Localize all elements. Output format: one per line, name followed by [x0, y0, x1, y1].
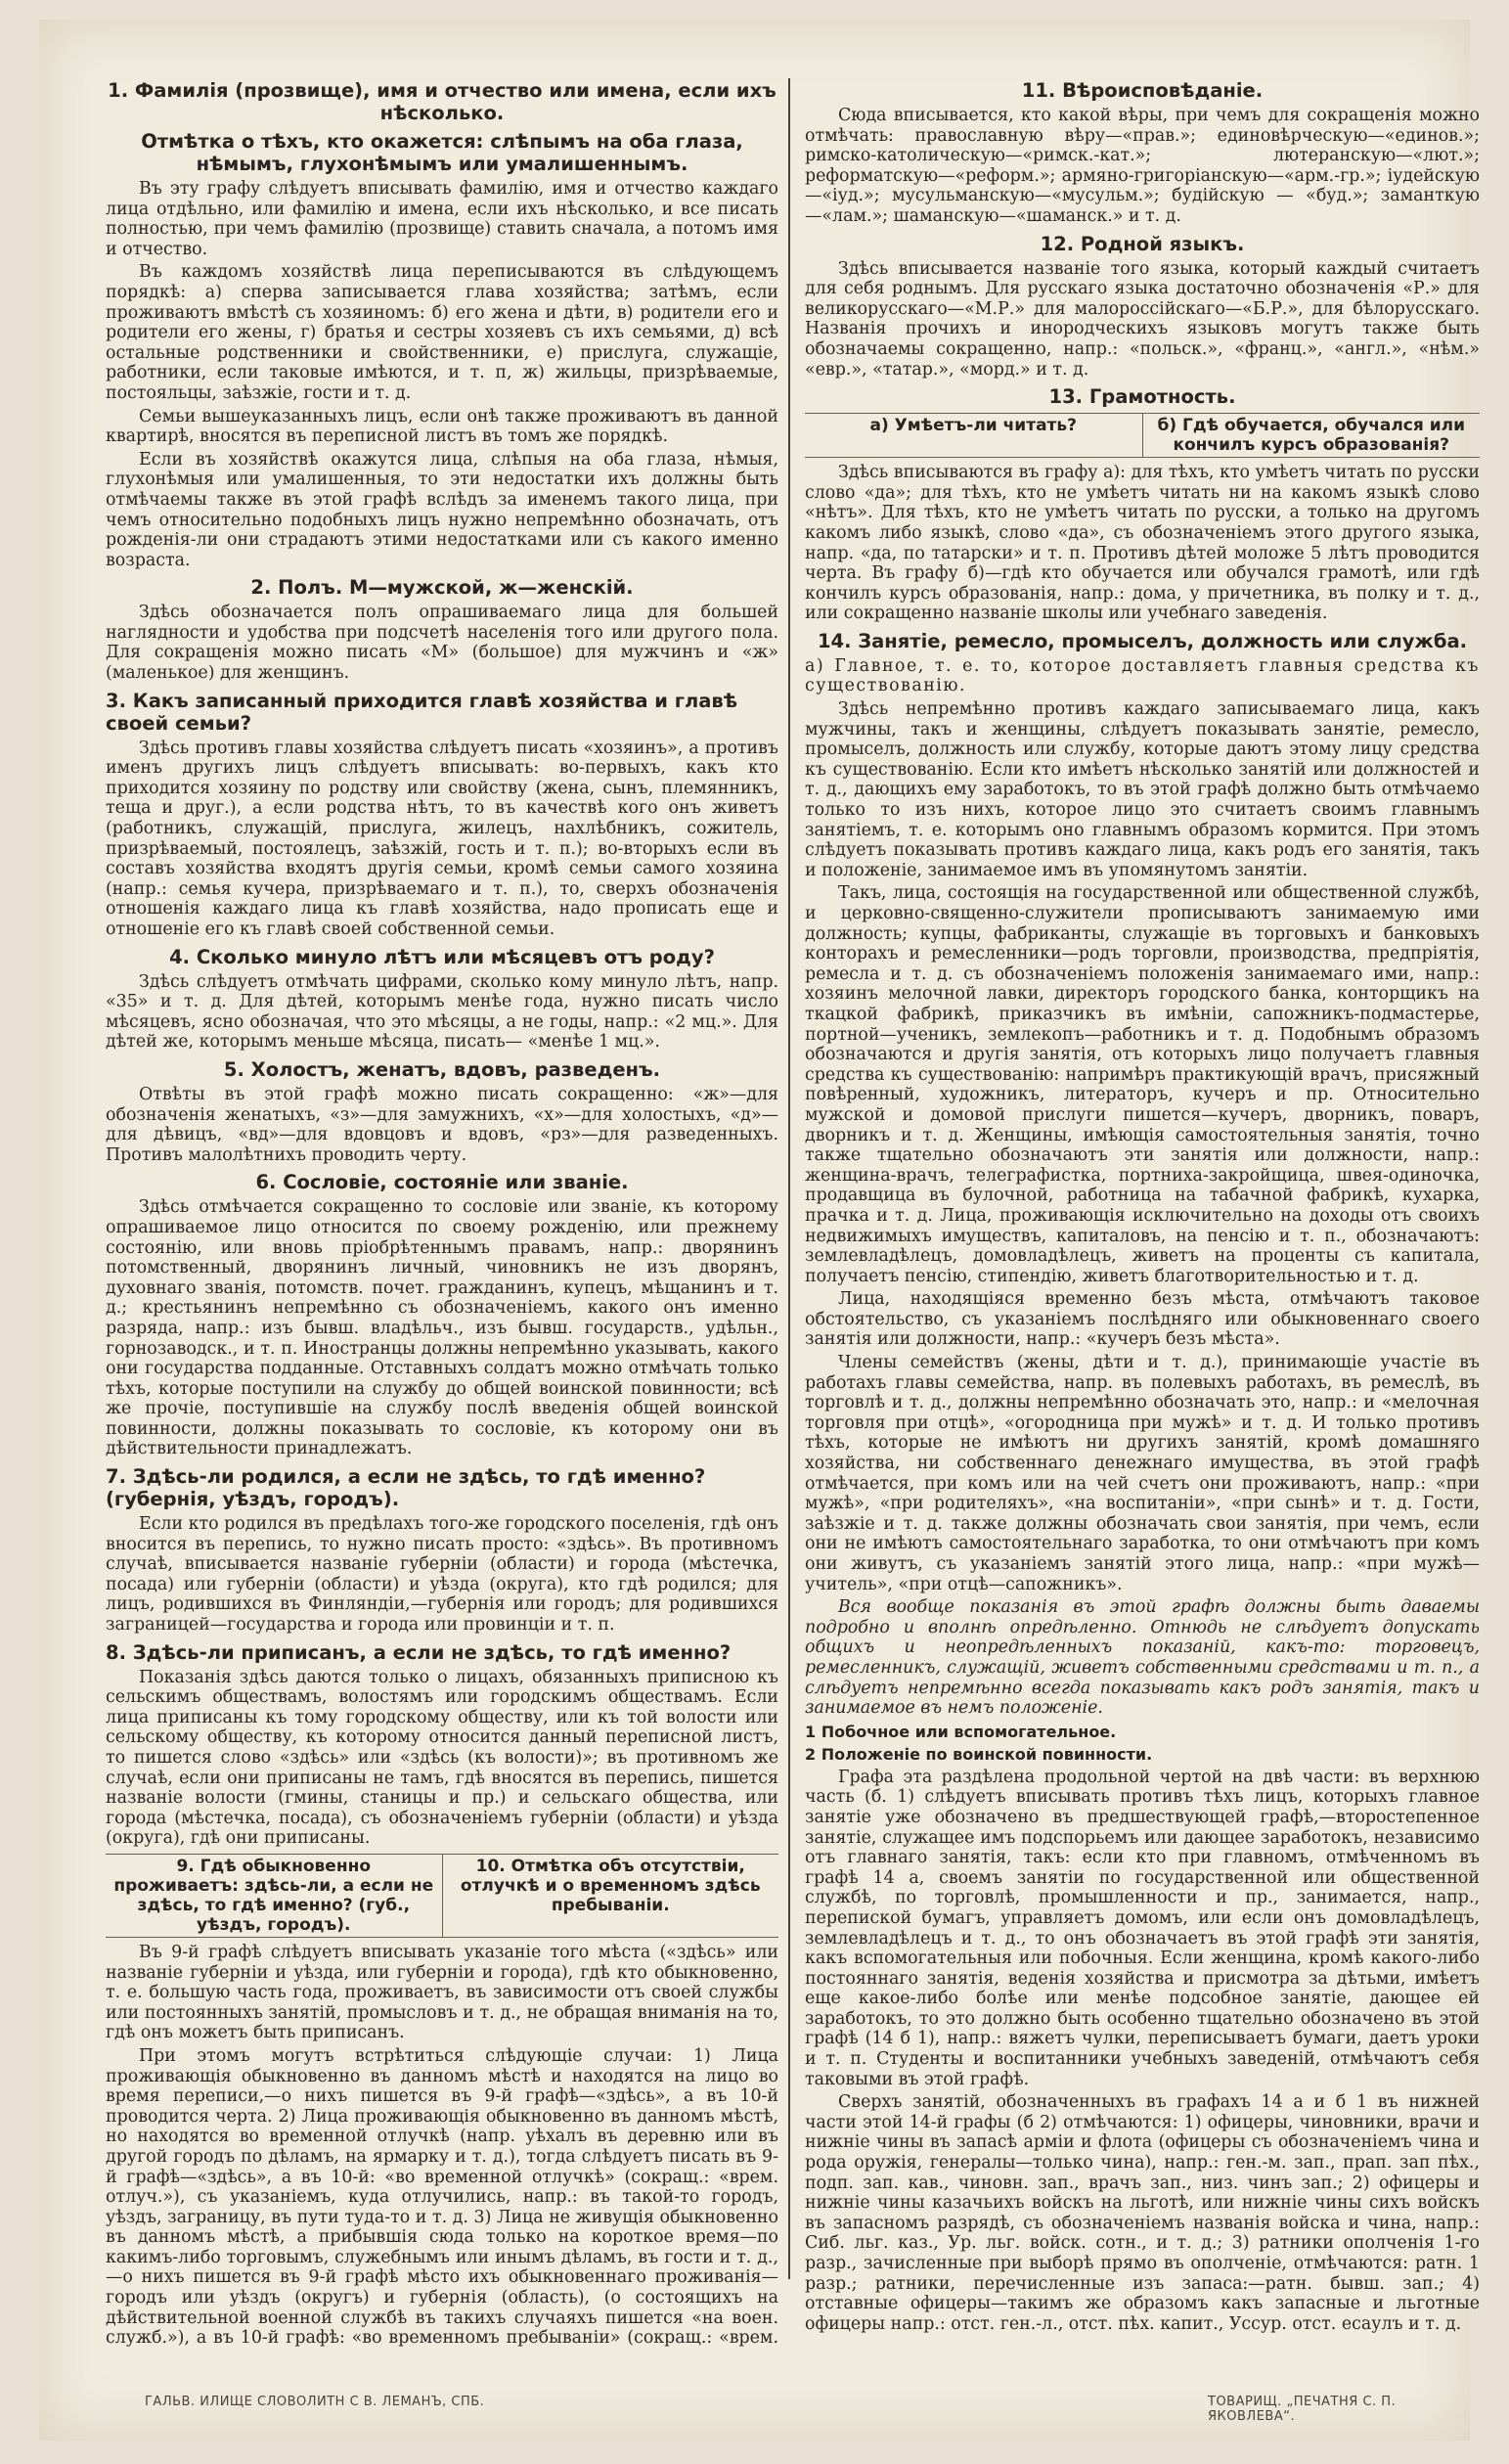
section-3-title: 3. Какъ записанный приходится главѣ хозяйства и главѣ своей семьи? — [106, 689, 738, 735]
section-14b2-label: 2 Положеніе по воинской повинности. — [805, 1744, 1153, 1764]
section-7-title: 7. Здѣсь-ли родился, а если не здѣсь, то гдѣ именно? (губернія, уѣздъ, городъ). — [106, 1465, 706, 1511]
paragraph: Члены семействъ (жены, дѣти и т. д.), принимающіе участіе въ работахъ главы семейства, напр. въ полевыхъ работахъ, въ ремеслѣ, въ торговлѣ и т. д., должны непремѣнно обозначать это, напр.: и «мелочная торговля при отцѣ», «огородница при мужѣ» и т. д. И только противъ тѣхъ, которые не имѣютъ ни другихъ занятій, кромѣ домашняго хозяйства, ни собственнаго денежнаго имущества, въ этой графѣ отмѣчается, при комъ или на чей счетъ они проживаютъ, напр.: «при мужѣ», «при родителяхъ», «на воспитаніи», «при сынѣ» и т. д. Гости, заѣзжіе и т. д. также должны обозначать свои занятія, при чемъ, если они не имѣютъ самостоятельнаго заработка, то они отмѣчаютъ при комъ они живутъ, съ указаніемъ занятій этого лица, напр.: «при мужѣ—учитель», «при отцѣ—сапожникъ». — [805, 1353, 1480, 1594]
paragraph: Здѣсь слѣдуетъ отмѣчать цифрами, сколько кому минуло лѣтъ, напр. «35» и т. д. Для дѣтей, которымъ менѣе года, нужно писать число мѣсяцевъ, ясно обозначая, что это мѣсяцы, а не годы, напр.: «2 мц.». Для дѣтей же, которымъ меньше мѣсяца, писать— «менѣе 1 мц.». — [106, 971, 778, 1053]
paragraph: Въ 9-й графѣ слѣдуетъ вписывать указаніе того мѣста («здѣсь» или названіе губерніи и уѣзда, или губерніи и города), гдѣ кто обыкновенно, т. е. большую часть года, проживаетъ, въ зависимости отъ своей службы или постоянныхъ занятій, промысловъ и т. д., не обращая вниманія на то, гдѣ онъ можетъ быть приписанъ. — [106, 1942, 778, 2043]
paragraph: При этомъ могутъ встрѣтиться слѣдующіе случаи: 1) Лица проживающія обыкновенно въ данномъ мѣстѣ и находятся на лицо во время переписи,—о нихъ пишется въ 9-й графѣ—«здѣсь», а въ 10-й проводится черта. 2) Лица проживающія обыкновенно въ данномъ мѣстѣ, но находятся во временной отлучкѣ (напр. уѣхалъ въ деревню или въ другой городъ по дѣламъ, на ярмарку и т. д.), тогда слѣдуетъ писать въ 9-й графѣ—«здѣсь», а въ 10-й: «во временной отлучкѣ» (сокращ.: «врем. отлуч.»), съ указаніемъ, куда отлучились, напр.: въ такой-то городъ, уѣздъ, заграницу, въ пути туда-то и т. д. 3) Лица не живущія обыкновенно въ данномъ мѣстѣ, а прибывшія сюда только на короткое время—по какимъ-либо торговымъ, служебнымъ или инымъ дѣламъ, въ гости и т. д.,—о нихъ пишется въ 9-й графѣ мѣсто ихъ обыкновеннаго проживанія—городъ или уѣздъ (округъ) и губернія (область), (о состоящихъ на дѣйствительной военной службѣ въ такихъ случаяхъ пишется «на воен. служб.»), а въ 10-й графѣ: «во временномъ пребываніи» (сокращ.: «врем. — [106, 2045, 778, 2348]
paragraph: Здѣсь противъ главы хозяйства слѣдуетъ писать «хозяинъ», а противъ именъ другихъ лицъ слѣдуетъ вписывать: во-первыхъ, какъ кто приходится хозяину по родству или свойству (жена, сынъ, племянникъ, теща и друг.), а если родства нѣтъ, то въ качествѣ кого онъ живетъ (работникъ, служащій, прислуга, жилецъ, нахлѣбникъ, сожитель, призрѣваемый, постоялецъ, заѣзжій, гость и т. п.); во-вторыхъ если въ составъ хозяйства входятъ другія семьи, кромѣ семьи самого хозяина (напр.: семья кучера, призрѣваемаго и т. п.), то, сверхъ обозначенія отношенія каждаго лица къ главѣ хозяйства, надо прописать еще и отношеніе его къ главѣ своей собственной семьи. — [106, 738, 778, 939]
paragraph: Здѣсь непремѣнно противъ каждаго записываемаго лица, какъ мужчины, такъ и женщины, слѣдуетъ показывать занятіе, ремесло, промыселъ, должность или службу, которые даютъ этому лицу средства къ существованію. Если кто имѣетъ нѣсколько занятій или должностей и т. д., дающихъ ему заработокъ, то въ этой графѣ должно быть отмѣчаемо только то изъ нихъ, которое лицо это считаетъ своимъ главнымъ занятіемъ, т. е. которымъ оно главнымъ образомъ кормится. При этомъ слѣдуетъ показывать противъ каждаго лица, какъ родъ его занятія, такъ и положеніе, занимаемое имъ въ упомянутомъ занятіи. — [805, 699, 1480, 880]
sections-9-10-header — [106, 1854, 778, 1938]
section-12-title: 12. Родной языкъ. — [1040, 232, 1245, 255]
section-13-title: 13. Грамотность. — [1048, 385, 1236, 409]
paragraph: Лица, находящіяся временно безъ мѣста, отмѣчаютъ таковое обстоятельство, съ указаніемъ послѣдняго или обыкновеннаго своего занятія или должности, напр.: «кучеръ безъ мѣста». — [805, 1289, 1480, 1350]
paragraph: Графа эта раздѣлена продольной чертой на двѣ части: въ верхнюю часть (б. 1) слѣдуетъ вписывать противъ тѣхъ лицъ, которыхъ главное занятіе уже обозначено въ предшествующей графѣ,—второстепенное занятіе, служащее имъ подспорьемъ или дающее заработокъ, независимо отъ главнаго занятія, такъ: если кто при главномъ, отмѣченномъ въ графѣ 14 а, своемъ занятіи по государственной или общественной службѣ, по торговлѣ, промышленности и пр., занимается, напр., перепиской бумагъ, управляетъ домомъ, или если онъ домовладѣлецъ, землевладѣлецъ и т. д., то онъ обозначаетъ въ этой графѣ эти занятія, какъ вспомогательныя или побочныя. Если женщина, кромѣ какого-либо постояннаго занятія, веденія хозяйства и присмотра за дѣтьми, имѣетъ еще какое-либо болѣе или менѣе подсобное занятіе, дающее ей заработокъ, то это должно быть особенно тщательно обозначено въ этой графѣ (14 б 1), напр.: вяжетъ чулки, переписываетъ бумаги, даетъ уроки и т. п. Студенты и воспитанники учебныхъ заведеній, отмѣчаютъ себя таковыми въ этой графѣ. — [805, 1767, 1480, 2089]
right-column — [805, 73, 1480, 2348]
section-2-title: 2. Полъ. М—мужской, ж—женскій. — [250, 576, 634, 600]
paragraph: Сверхъ занятій, обозначенныхъ въ графахъ 14 а и б 1 въ нижней части этой 14-й графы (б 2) отмѣчаются: 1) офицеры, чиновники, врачи и нижніе чины въ запасѣ арміи и флота (офицеры съ обозначеніемъ чина и рода оружія, генералы—только чина), напр.: ген.-м. зап., прап. зап пѣх., подп. зап. кав., чиновн. зап., врачъ зап., низ. чинъ зап.; 2) офицеры и нижніе чины казачьихъ войскъ на льготѣ, или нижніе чины сихъ войскъ въ запасномъ разрядѣ, съ обозначеніемъ названія войска и чина, напр.: Сиб. льг. каз., Ур. льг. войск. сотн., и т. д.; 3) ратники ополченія 1-го разр., зачисленные при выборѣ прямо въ ополченіе, отмѣчаются: ратн. 1 разр.; ратники, перечисленные изъ запаса:—ратн. бывш. зап.; 4) отставные офицеры—такимъ же образомъ какъ запасные и льготные офицеры напр.: отст. ген.-л., отст. пѣх. капит., Уссур. отст. есаулъ и т. д. — [805, 2092, 1480, 2334]
section-11-title: 11. Вѣроисповѣданіе. — [1021, 79, 1264, 102]
paragraph: Если кто родился въ предѣлахъ того-же городского поселенія, гдѣ онъ вносится въ перепись, то нужно писать просто: «здѣсь». Въ противномъ случаѣ, вписывается названіе губерніи (области) и города (мѣстечка, посада) или губерніи (области) и уѣзда (округа), кто гдѣ родился; для лицъ, родившихся въ Финляндіи,—губернія или городъ; для родившихся заграницей—государства и города или провинціи и т. п. — [106, 1514, 778, 1635]
section-14b1-label: 1 Побочное или вспомогательное. — [805, 1722, 1117, 1741]
paragraph: Здѣсь отмѣчается сокращенно то сословіе или званіе, къ которому опрашиваемое лицо относится по своему рожденію, или прежнему состоянію, или вновь пріобрѣтеннымъ правамъ, напр.: дворянинъ потомственный, дворянинъ личный, чиновникъ не изъ дворянъ, духовнаго званія, потомств. почет. гражданинъ, купецъ, мѣщанинъ и т. д.; крестьянинъ непремѣнно съ обозначеніемъ, какого онъ именно разряда, напр.: изъ бывш. владѣльч., изъ бывш. государств., удѣльн., горнозаводск., и т. п. Иностранцы должны непремѣнно указывать, какого они государства подданные. Отставныхъ солдатъ можно отмѣчать только тѣхъ, которые поступили на службу до общей воинской повинности; всѣ же прочіе, поступившіе на службу послѣ введенія общей воинской повинности, должны показывать то сословіе, къ которому они въ дѣйствительности принадлежатъ. — [106, 1197, 778, 1459]
section-5-title: 5. Холостъ, женатъ, вдовъ, разведенъ. — [223, 1057, 661, 1081]
section-13-columns — [805, 413, 1480, 458]
section-9-title: 9. Гдѣ обыкновенно проживаетъ: здѣсь-ли, а если не здѣсь, то гдѣ именно? (губ., уѣздъ, городъ). — [113, 1856, 434, 1935]
section-14-title: 14. Занятіе, ремесло, промыселъ, должность или служба. — [817, 629, 1468, 652]
column-divider — [788, 78, 790, 2279]
section-4-title: 4. Сколько минуло лѣтъ или мѣсяцевъ отъ роду? — [169, 945, 715, 968]
section-13a-title: а) Умѣетъ-ли читать? — [869, 416, 1078, 436]
section-1-subtitle: Отмѣтка о тѣхъ, кто окажется: слѣпымъ на оба глаза, нѣмымъ, глухонѣмымъ или умалишеннымъ. — [141, 130, 743, 175]
section-1-title: 1. Фамилія (прозвище), имя и отчество или имена, если ихъ нѣсколько. — [108, 79, 777, 124]
left-column — [106, 73, 778, 2348]
paragraph: Такъ, лица, состоящія на государственной или общественной службѣ, и церковно-священно-служители прописываютъ занимаемую ими должность; купцы, фабриканты, служащіе въ торговыхъ и банковыхъ конторахъ и ремесленники—родъ торговли, производства, предпріятія, ремесла и т. д. съ обозначеніемъ положенія занимаемаго ими, напр.: хозяинъ мелочной лавки, директоръ городского банка, конторщикъ на ткацкой фабрикѣ, приказчикъ въ имѣніи, сапожникъ-подмастерье, портной—ученикъ, землекопъ—работникъ и т. д. Подобнымъ образомъ обозначаются и другія занятія, отъ которыхъ лицо получаетъ главныя средства къ существованію: напримѣръ практикующій врачъ, присяжный повѣренный, художникъ, литераторъ, кучеръ и пр. Относительно мужской и домовой прислуги пишется—кучеръ, дворникъ, поваръ, дворникъ и т. д. Женщины, имѣющія самостоятельныя занятія, точно также тщательно обозначаютъ эти занятія или должности, напр.: женщина-врачъ, телеграфистка, портниха-закройщица, швея-одиночка, продавщица въ булочной, работница на табачной фабрикѣ, кухарка, прачка и т. д. Лица, проживающія исключительно на доходы отъ своихъ недвижимыхъ имуществъ, капиталовъ, на пенсію и т. п., обозначаютъ: землевладѣлецъ, домовладѣлецъ, живетъ на проценты съ капитала, получаетъ пенсію, стипендію, живетъ благотворительностью и т. д. — [805, 883, 1480, 1286]
section-8-title: 8. Здѣсь-ли приписанъ, а если не здѣсь, то гдѣ именно? — [106, 1640, 732, 1664]
paragraph: Показанія здѣсь даются только о лицахъ, обязанныхъ приписною къ сельскимъ обществамъ, волостямъ или городскимъ обществамъ. Если лица приписаны къ тому городскому обществу, или къ той волости или сельскому обществу, къ которому относится данный переписной листъ, то пишется слово «здѣсь» или «здѣсь (къ волости)»; въ противномъ же случаѣ, если они приписаны не тамъ, гдѣ вносятся въ перепись, пишется названіе волости (гмины, станицы и пр.) и сельскаго общества, или города (мѣстечка, посада), съ обозначеніемъ губерніи (области) и уѣзда (округа), гдѣ они приписаны. — [106, 1667, 778, 1849]
paragraph: Если въ хозяйствѣ окажутся лица, слѣпыя на оба глаза, нѣмыя, глухонѣмыя или умалишенныя, то эти недостатки ихъ должны быть отмѣчаемы также въ этой графѣ вслѣдъ за именемъ такого лица, при чемъ относительно подобныхъ лицъ нужно непремѣнно обозначать, отъ рожденія-ли они страдаютъ этими недостатками или съ какого именно возраста. — [106, 449, 778, 570]
paragraph: Въ эту графу слѣдуетъ вписывать фамилію, имя и отчество каждаго лица отдѣльно, или фамилію и имена, если ихъ нѣсколько, и все писать полностью, при чемъ фамилію (прозвище) ставить сначала, а потомъ имя и отчество. — [106, 179, 778, 259]
printer-imprint-right: ТОВАРИЩ. „ПЕЧАТНЯ С. П. ЯКОВЛЕВА“. — [1208, 2395, 1397, 2424]
printer-imprint-left: ГАЛЬВ. ИЛИЩЕ СЛОВОЛИТН С В. ЛЕМАНЪ, СПБ. — [145, 2395, 485, 2409]
paragraph: Сюда вписывается, кто какой вѣры, при чемъ для сокращенія можно отмѣчать: православную вѣру—«прав.»; единовѣрческую—«единов.»; римско-католическую—«римск.-кат.»; лютеранскую—«лют.»; реформатскую—«реформ.»; армяно-григоріанскую—«арм.-гр.»; іудейскую—«іуд.»; мусульманскую—«мусульм.»; будійскую — «буд.»; заманткую—«лам.»; шаманскую—«шаманск.» и т. д. — [805, 106, 1480, 226]
document-page — [39, 20, 1480, 2441]
paragraph: Семьи вышеуказанныхъ лицъ, если онѣ также проживаютъ въ данной квартирѣ, вносятся въ переписной листъ въ томъ же порядкѣ. — [106, 406, 778, 447]
paragraph: Здѣсь обозначается полъ опрашиваемаго лица для большей наглядности и удобства при подсчетѣ населенія того или другого пола. Для сокращенія можно писать «М» (большое) для мужчинъ и «ж» (маленькое) для женщинъ. — [106, 603, 778, 684]
paragraph: Здѣсь вписываются въ графу а): для тѣхъ, кто умѣетъ читать по русски слово «да»; для тѣхъ, кто не умѣетъ читать ни на какомъ языкѣ слово «нѣтъ». Для тѣхъ, кто не умѣетъ читать по русски, а только на другомъ какомъ либо языкѣ, слово «да», съ обозначеніемъ этого другого языка, напр. «да, по татарски» и т. п. Противъ дѣтей моложе 5 лѣтъ проводится черта. Въ графу б)—гдѣ кто обучается или обучался грамотѣ, или гдѣ кончилъ курсъ образованія, напр.: дома, у причетника, въ полку и т. д., или сокращенно названіе школы или учебнаго заведенія. — [805, 463, 1480, 624]
paragraph: Отвѣты въ этой графѣ можно писать сокращенно: «ж»—для обозначенія женатыхъ, «з»—для замужнихъ, «х»—для холостыхъ, «д»—для дѣвицъ, «вд»—для вдовцовъ и вдовъ, «рз»—для разведенныхъ. Противъ малолѣтнихъ проводить черту. — [106, 1084, 778, 1165]
section-6-title: 6. Сословіе, состояніе или званіе. — [255, 1171, 629, 1194]
section-14-subtitle: а) Главное, т. е. то, которое доставляетъ главныя средства къ существованію. — [805, 655, 1480, 696]
paragraph: Въ каждомъ хозяйствѣ лица переписываются въ слѣдующемъ порядкѣ: а) сперва записывается глава хозяйства; затѣмъ, если проживаютъ вмѣстѣ съ хозяиномъ: б) его жена и дѣти, в) родители его и родители его жены, г) братья и сестры хозяевъ съ ихъ семьями, д) всѣ остальные родственники и свойственники, е) прислуга, служащіе, работники, если таковые имѣются, и т. п, ж) жильцы, призрѣваемые, постояльцы, заѣзжіе, гости и т. д. — [106, 262, 778, 403]
section-13b-title: б) Гдѣ обучается, обучался или кончилъ курсъ образованія? — [1142, 414, 1481, 457]
section-10-title: 10. Отмѣтка объ отсутствіи, отлучкѣ и о временномъ здѣсь пребываніи. — [442, 1855, 779, 1937]
paragraph: Вся вообще показанія въ этой графѣ должны быть даваемы подробно и вполнѣ опредѣленно. Отнюдь не слѣдуетъ допускать общихъ и неопредѣленныхъ показаній, какъ-то: торговецъ, ремесленникъ, служащій, живетъ собственными средствами и т. п., а слѣдуетъ непремѣнно всегда показывать какъ родъ занятія, такъ и занимаемое въ немъ положеніе. — [805, 1597, 1480, 1719]
paragraph: Здѣсь вписывается названіе того языка, который каждый считаетъ для себя роднымъ. Для русскаго языка достаточно обозначенія «Р.» для великорусскаго—«М.Р.» для малороссійскаго—«Б.Р.», для бѣлорусскаго. Названія прочихъ и инородческихъ языковъ могутъ также быть обозначаемы сокращенно, напр.: «польск.», «франц.», «англ.», «нѣм.» «евр.», «татар.», «морд.» и т. д. — [805, 258, 1480, 380]
